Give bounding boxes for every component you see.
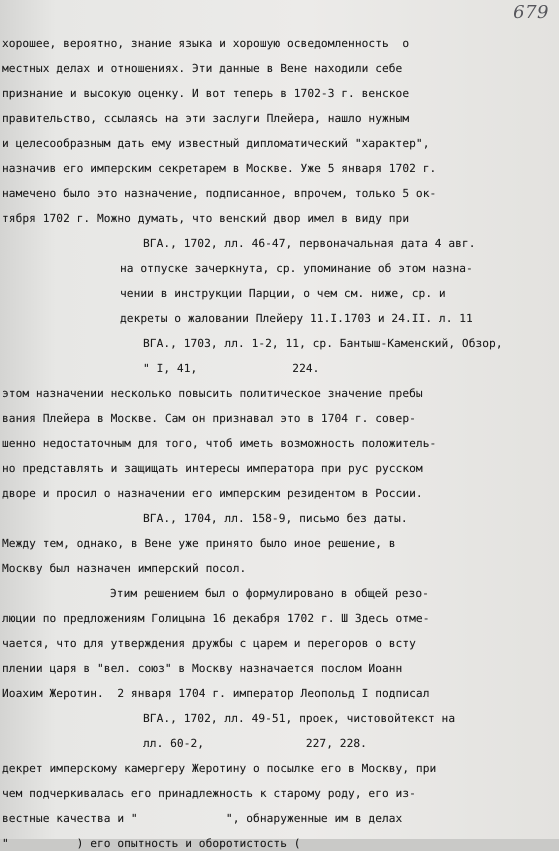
footnote-line: ВГА., 1703, лл. 1-2, 11, ср. Бантыш-Каменский, Обзор, bbox=[143, 337, 503, 350]
page-number: 679 bbox=[513, 2, 549, 23]
text-line: но представлять и защищать интересы императора при рус русском bbox=[2, 462, 423, 475]
text-line: местных делах и отношениях. Эти данные в Вене находили себе bbox=[2, 62, 403, 75]
footnote-line: лл. 60-2, 227, 228. bbox=[143, 737, 367, 750]
text-line: правительство, ссылаясь на эти заслуги Плейера, нашло нужным bbox=[2, 112, 410, 125]
text-line: признание и высокую оценку. И вот теперь в 1702-3 г. венское bbox=[2, 87, 410, 100]
text-line: Иоахим Жеротин. 2 января 1704 г. император Леопольд I подписал bbox=[2, 687, 430, 700]
text-line: Этим решением был о формулировано в общей резо- bbox=[110, 587, 429, 600]
text-line: вания Плейера в Москве. Сам он признавал это в 1704 г. совер- bbox=[2, 412, 416, 425]
text-line: тября 1702 г. Можно думать, что венский двор имел в виду при bbox=[2, 212, 410, 225]
text-line: и целесообразным дать ему известный дипломатический "характер", bbox=[2, 137, 430, 150]
text-line: намечено было это назначение, подписанное, впрочем, только 5 ок- bbox=[2, 187, 437, 200]
footnote-line: чении в инструкции Парции, о чем см. ниже, ср. и bbox=[120, 287, 446, 300]
text-line: Москву был назначен имперский посол. bbox=[2, 562, 247, 575]
text-line: шенно недостаточным для того, чтоб иметь возможность положитель- bbox=[2, 437, 437, 450]
footnote-line: ВГА., 1704, лл. 158-9, письмо без даты. bbox=[143, 512, 408, 525]
text-line: " ) его опытность и оборотистость ( bbox=[2, 837, 301, 850]
footnote-line: на отпуске зачеркнута, ср. упоминание об этом назна- bbox=[120, 262, 473, 275]
text-line: люции по предложениям Голицына 16 декабря 1702 г. Ш Здесь отме- bbox=[2, 612, 430, 625]
footnote-line: декреты о жаловании Плейеру 11.I.1703 и 24.II. л. 11 bbox=[120, 312, 473, 325]
footnote-line: ВГА., 1702, лл. 46-47, первоначальная дата 4 авг. bbox=[143, 237, 476, 250]
footnote-line: " I, 41, 224. bbox=[143, 362, 320, 375]
text-line: вестные качества и " ", обнаруженные им в делах bbox=[2, 812, 403, 825]
text-line: назначив его имперским секретарем в Москве. Уже 5 января 1702 г. bbox=[2, 162, 437, 175]
text-line: плении царя в "вел. союз" в Москву назначается послом Иоанн bbox=[2, 662, 403, 675]
text-line: хорошее, вероятно, знание языка и хорошую осведомленность о bbox=[2, 37, 410, 50]
text-line: декрет имперскому камергеру Жеротину о посылке его в Москву, при bbox=[2, 762, 437, 775]
text-line: дворе и просил о назначении его имперским резидентом в России. bbox=[2, 487, 423, 500]
text-line: этом назначении несколько повысить политическое значение пребы bbox=[2, 387, 423, 400]
text-line: чем подчеркивалась его принадлежность к старому роду, его из- bbox=[2, 787, 416, 800]
footnote-line: ВГА., 1702, лл. 49-51, проек, чистовойтекст на bbox=[143, 712, 456, 725]
text-line: Между тем, однако, в Вене уже принято было иное решение, в bbox=[2, 537, 396, 550]
text-line: чается, что для утверждения дружбы с царем и перегоров о всту bbox=[2, 637, 416, 650]
